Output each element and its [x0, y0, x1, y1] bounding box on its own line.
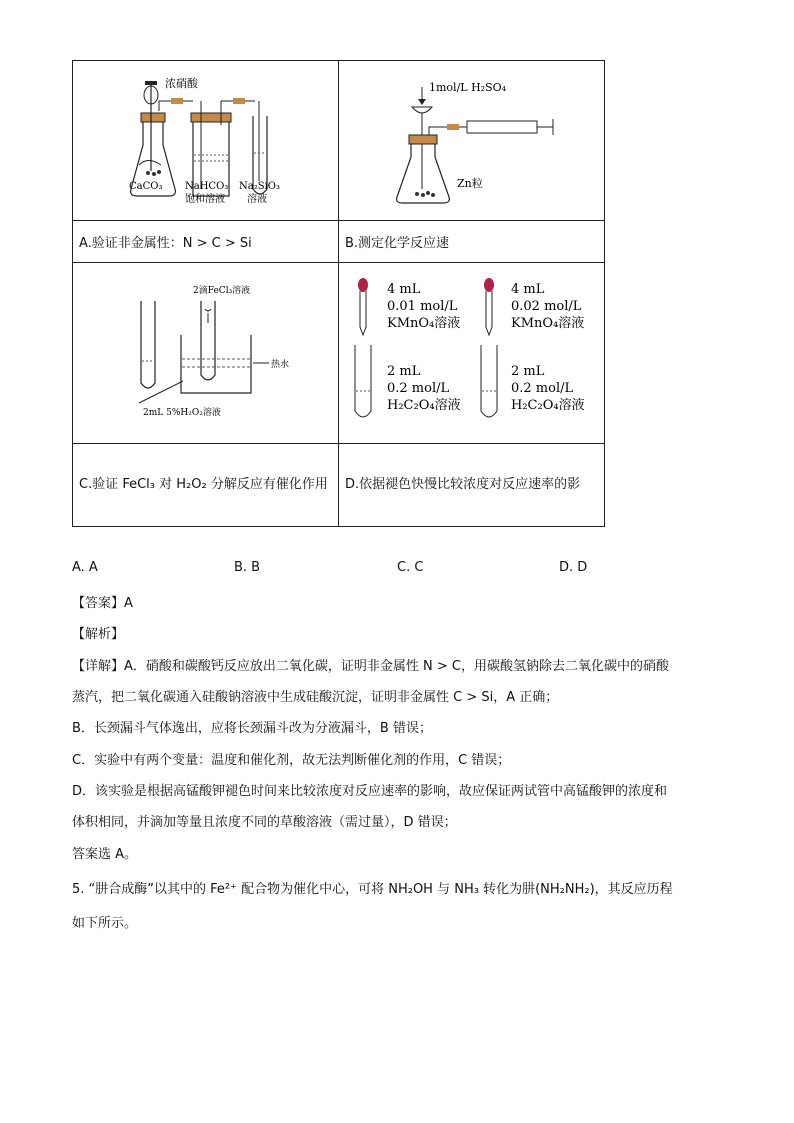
label-na2sio3-sol: 溶液 [247, 194, 267, 205]
option-c: C. C [397, 560, 424, 575]
figure-cell-c [73, 263, 339, 444]
d-right-top-conc: 0.02 mol/L [511, 299, 582, 314]
question5-line-1: 5. “肼合成酶”以其中的 Fe²⁺ 配合物为催化中心，可将 NH₂OH 与 NH₃ 转化为肼(NH₂NH₂)，其反应历程 [72, 882, 673, 897]
d-left-bottom-conc: 0.2 mol/L [387, 381, 450, 396]
d-left-bottom-reagent: H₂C₂O₄溶液 [387, 398, 461, 413]
answer-line: 【答案】A [72, 596, 133, 611]
d-right-bottom-reagent: H₂C₂O₄溶液 [511, 398, 585, 413]
option-d: D. D [559, 560, 588, 575]
detail-line-7: 答案选 A。 [72, 847, 138, 862]
apparatus-c-diagram [73, 263, 337, 439]
label-nahco3-sat: 饱和溶液 [185, 194, 225, 205]
detail-line-3: B．长颈漏斗气体逸出，应将长颈漏斗改为分液漏斗，B 错误； [72, 721, 432, 736]
label-na2sio3: Na₂SiO₃ [239, 181, 280, 192]
analysis-heading: 【解析】 [72, 627, 125, 642]
d-right-top-vol: 4 mL [511, 282, 545, 297]
option-b: B. B [234, 560, 261, 575]
apparatus-a-diagram [73, 61, 337, 216]
detail-line-2: 蒸汽，把二氧化碳通入硅酸钠溶液中生成硅酸沉淀，证明非金属性 C > Si，A 正确； [72, 690, 559, 705]
d-right-bottom-vol: 2 mL [511, 364, 545, 379]
label-h2so4: 1mol/L H₂SO₄ [429, 81, 507, 94]
caption-c: C.验证 FeCl₃ 对 H₂O₂ 分解反应有催化作用 [73, 444, 339, 527]
label-fecl3-drops: 2滴FeCl₃溶液 [193, 286, 251, 296]
caption-a: A.验证非金属性：N > C > Si [73, 221, 339, 263]
d-left-top-vol: 4 mL [387, 282, 421, 297]
apparatus-b-diagram [339, 61, 606, 216]
question5-line-2: 如下所示。 [72, 916, 138, 931]
label-caco3: CaCO₃ [129, 181, 163, 192]
option-a: A. A [72, 560, 98, 575]
caption-b: B.测定化学反应速 [339, 221, 605, 263]
detail-line-5: D．该实验是根据高锰酸钾褪色时间来比较浓度对反应速率的影响，故应保证两试管中高锰酸钾的浓度和 [72, 784, 668, 799]
detail-line-1: 【详解】A．硝酸和碳酸钙反应放出二氧化碳，证明非金属性 N > C，用碳酸氢钠除去二氧化碳中的硝酸 [72, 659, 669, 674]
d-right-bottom-conc: 0.2 mol/L [511, 381, 574, 396]
detail-line-4: C．实验中有两个变量：温度和催化剂，故无法判断催化剂的作用，C 错误； [72, 753, 511, 768]
question-table [72, 60, 605, 527]
figure-cell-d [339, 263, 605, 444]
d-right-top-reagent: KMnO₄溶液 [511, 316, 585, 331]
d-left-bottom-vol: 2 mL [387, 364, 421, 379]
d-left-top-conc: 0.01 mol/L [387, 299, 458, 314]
figure-cell-b [339, 61, 605, 221]
label-conc-nitric-acid: 浓硝酸 [165, 77, 198, 90]
label-h2o2: 2mL 5%H₂O₂溶液 [143, 408, 221, 418]
label-nahco3: NaHCO₃ [185, 181, 229, 192]
figure-cell-a [73, 61, 339, 221]
caption-d: D.依据褪色快慢比较浓度对反应速率的影 [339, 444, 605, 527]
label-zn: Zn粒 [457, 177, 483, 190]
d-left-top-reagent: KMnO₄溶液 [387, 316, 461, 331]
detail-line-6: 体积相同，并滴加等量且浓度不同的草酸溶液（需过量），D 错误； [72, 815, 457, 830]
label-hot-water: 热水 [271, 360, 290, 370]
apparatus-d-diagram [339, 263, 606, 439]
